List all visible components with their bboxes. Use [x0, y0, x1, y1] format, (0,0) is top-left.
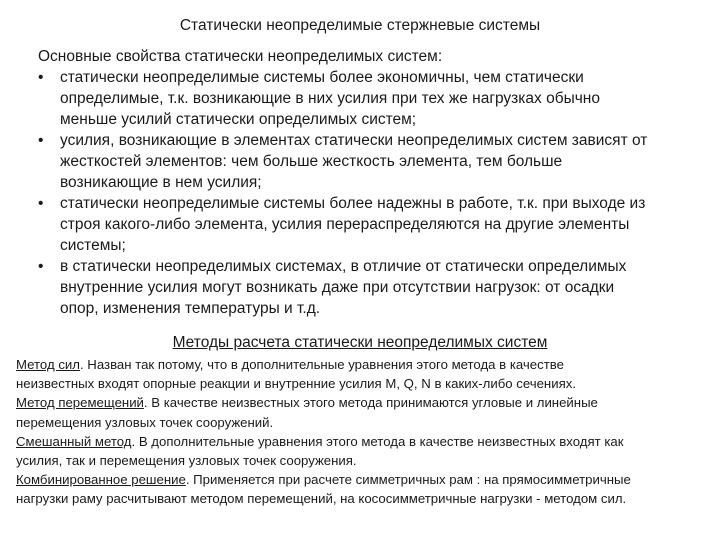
properties-list [38, 67, 698, 319]
method-combined-text: . Применяется при расчете симметричных рам : на прямосимметричные [185, 472, 631, 488]
slide-title: Статически неопределимые стержневые системы [179, 17, 541, 34]
list-item-line: внутренние усилия могут возникать даже при отсутствии нагрузок: от осадки [60, 279, 615, 296]
bullet-marker: • [38, 258, 44, 275]
list-item-line: статически неопределимые системы более экономичны, чем статически [60, 69, 584, 86]
method-mixed-name: Смешанный метод [16, 433, 132, 449]
method-line [16, 393, 706, 412]
method-force-text-cont: неизвестных входят опорные реакции и внутренние усилия M, Q, N в каких-либо сечениях. [16, 376, 576, 392]
method-mixed-text: . В дополнительные уравнения этого метода в качестве неизвестных входят как [131, 433, 624, 449]
list-item-line: меньше усилий статически определимых систем; [60, 111, 417, 128]
list-item-line: жесткостей элементов: чем больше жесткость элемента, тем больше [60, 153, 563, 170]
list-item-line: статически неопределимые системы более надежны в работе, т.к. при выходе из [60, 195, 646, 212]
list-item [38, 193, 698, 256]
list-item-line: системы; [60, 237, 126, 254]
list-item-line: возникающие в нем усилия; [60, 174, 262, 191]
method-line [16, 432, 706, 451]
method-combined-text-cont: нагрузки раму расчитывают методом перемещений, на кососимметричные нагрузки - методом сил. [16, 491, 627, 507]
list-item-line: определимые, т.к. возникающие в них усилия при тех же нагрузках обычно [60, 90, 600, 107]
method-combined-name: Комбинированное решение [16, 472, 186, 488]
method-force-name: Метод сил [16, 357, 80, 372]
method-displacement-text: . В качестве неизвестных этого метода принимаются угловые и линейные [143, 395, 598, 411]
method-mixed-text-cont: усилия, так и перемещения узловых точек сооружения. [16, 453, 357, 469]
properties-intro: Основные свойства статически неопределимых систем: [38, 48, 443, 65]
methods-heading-text: Методы расчета статически неопределимых систем [172, 334, 548, 351]
list-item-line: строя какого-либо элемента, усилия перераспределяются на другие элементы [60, 216, 630, 233]
method-displacement-name: Метод перемещений [16, 395, 144, 411]
method-mixed [16, 432, 706, 470]
method-combined [16, 470, 706, 508]
list-item-line: усилия, возникающие в элементах статически неопределимых систем зависят от [60, 132, 648, 149]
method-force [16, 355, 706, 393]
bullet-marker: • [38, 132, 44, 149]
bullet-marker: • [38, 195, 44, 212]
methods-section [16, 355, 706, 509]
list-item [38, 130, 698, 193]
list-item-line: опор, изменения температуры и т.д. [60, 300, 321, 317]
method-displacement-text-cont: перемещения узловых точек сооружений. [16, 414, 274, 430]
method-force-text: . Назван так потому, что в дополнительные уравнения этого метода в качестве [79, 357, 564, 372]
bullet-marker: • [38, 69, 44, 86]
method-line [16, 355, 706, 374]
list-item [38, 67, 698, 130]
methods-heading [0, 333, 720, 353]
method-displacement [16, 393, 706, 431]
method-line [16, 470, 706, 489]
list-item-line: в статически неопределимых системах, в отличие от статически определимых [60, 258, 627, 275]
list-item [38, 256, 698, 319]
